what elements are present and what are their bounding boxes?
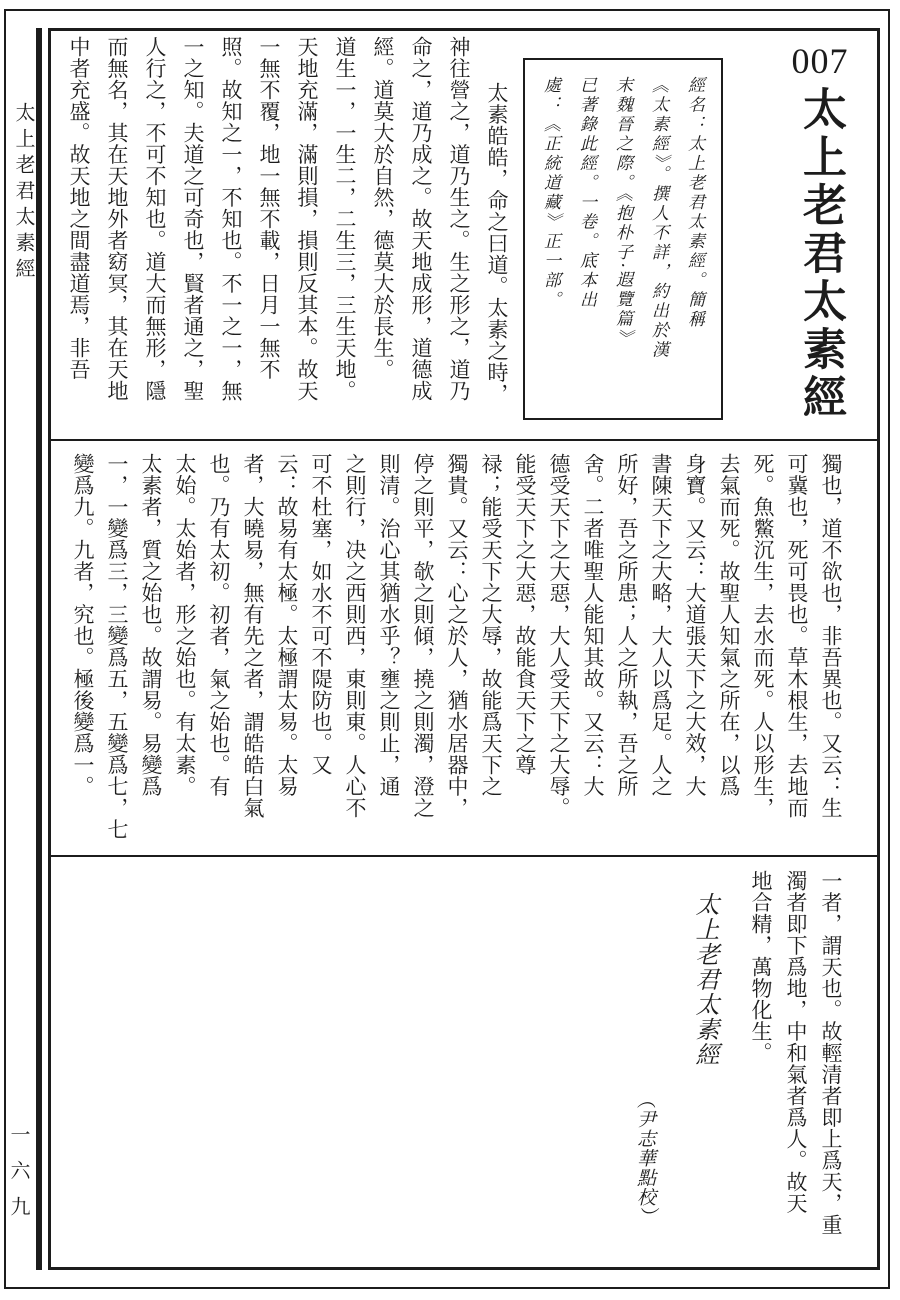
text-column: 書陳天下之大略，大人以爲足。人之 [649,453,673,797]
text-column: 云：故易有太極。太極謂太易。太易 [275,453,299,797]
text-column: 中者充盛。故天地之間盡道焉，非吾 [67,36,91,380]
text-column: 停之則平，欹之則傾，撓之則濁，澄之 [411,453,435,819]
text-column: 則清。治心其猶水乎？壅之則止，通 [377,453,401,797]
abstract-box [523,58,723,420]
text-column: 所好，吾之所患；人之所執，吾之所 [615,453,639,797]
text-column: 人行之，不可不知也。道大而無形，隱 [143,36,167,402]
text-column: 道生一，一生二，二生三，三生天地。 [333,36,357,402]
text-column: 照。故知之一，不知也。不一之一，無 [219,36,243,402]
text-column: 禄；能受天下之大辱，故能爲天下之 [479,453,503,797]
margin-book-title: 太上老君太素經 [12,102,36,284]
text-column: 一之知。夫道之可奇也，賢者通之，聖 [181,36,205,402]
page-number: 一六九 [7,1124,31,1232]
text-column: 可冀也，死可畏也。草木根生，去地而 [785,453,809,819]
text-column: 一者，謂天也。故輕清者即上爲天，重 [819,870,843,1236]
abstract-column: 處：《正統道藏》正一部。 [540,76,560,310]
text-column: 去氣而死。故聖人知氣之所在，以爲 [717,453,741,797]
text-column: 太素皓皓，命之曰道。太素之時， [485,82,509,405]
text-column: 命之，道乃成之。故天地成形，道德成 [409,36,433,402]
colophon-editor: （尹志華點校） [634,1090,656,1227]
body-text-section-1 [56,36,516,442]
abstract-column: 《太素經》。撰人不詳，約出於漢 [648,76,668,360]
text-column: 者，大曉易，無有先之者，謂皓皓白氣 [241,453,265,819]
section-divider [50,855,878,857]
text-column: 一，一變爲三，三變爲五，五變爲七，七 [105,453,129,840]
text-column: 身寶。又云：大道張天下之大效，大 [683,453,707,797]
text-column: 死。魚鱉沉生，去水而死。人以形生， [751,453,775,819]
text-column: 之則行，决之西則西，東則東。人心不 [343,453,367,819]
serial-number: 007 [791,41,849,81]
colophon-title: 太上老君太素經 [691,892,719,1067]
body-text-section-3 [56,870,848,1266]
text-column: 地合精，萬物化生。 [749,870,773,1064]
text-column: 變爲九。九者，究也。極後變爲一。 [71,453,95,797]
text-column: 濁者即下爲地，中和氣者爲人。故天 [784,870,808,1214]
text-column: 天地充滿，滿則損，損則反其本。故天 [295,36,319,402]
text-column: 獨也，道不欲也，非吾異也。又云：生 [819,453,843,819]
page-title: 太上老君太素經 [795,86,846,422]
text-column: 能受天下之大惡，故能食天下之尊 [513,453,537,776]
header [772,40,868,422]
text-column: 神往營之，道乃生之。生之形之，道乃 [447,36,471,402]
text-column: 可不杜塞，如水不可不隄防也。又 [309,453,333,776]
abstract-column: 末魏晉之際。《抱朴子·遐覽篇》 [612,76,632,349]
text-column: 經。道莫大於自然，德莫大於長生。 [371,36,395,380]
text-column: 德受天下之大惡，大人受天下之大辱。 [547,453,571,819]
text-column: 獨貴。又云：心之於人，猶水居器中， [445,453,469,819]
text-column: 太素者，質之始也。故謂易。易變爲 [139,453,163,797]
abstract-column: 已著錄此經。一卷。底本出 [576,76,596,310]
text-column: 一無不覆，地一無不載，日月一無不 [257,36,281,380]
abstract-column: 經名：太上老君太素經。簡稱 [684,76,704,330]
text-column: 舍。二者唯聖人能知其故。又云：大 [581,453,605,797]
text-column: 而無名，其在天地外者窈冥，其在天地 [105,36,129,402]
body-text-section-2 [56,453,848,855]
text-column: 太始。太始者，形之始也。有太素。 [173,453,197,797]
text-column: 也。乃有太初。初者，氣之始也。有 [207,453,231,797]
